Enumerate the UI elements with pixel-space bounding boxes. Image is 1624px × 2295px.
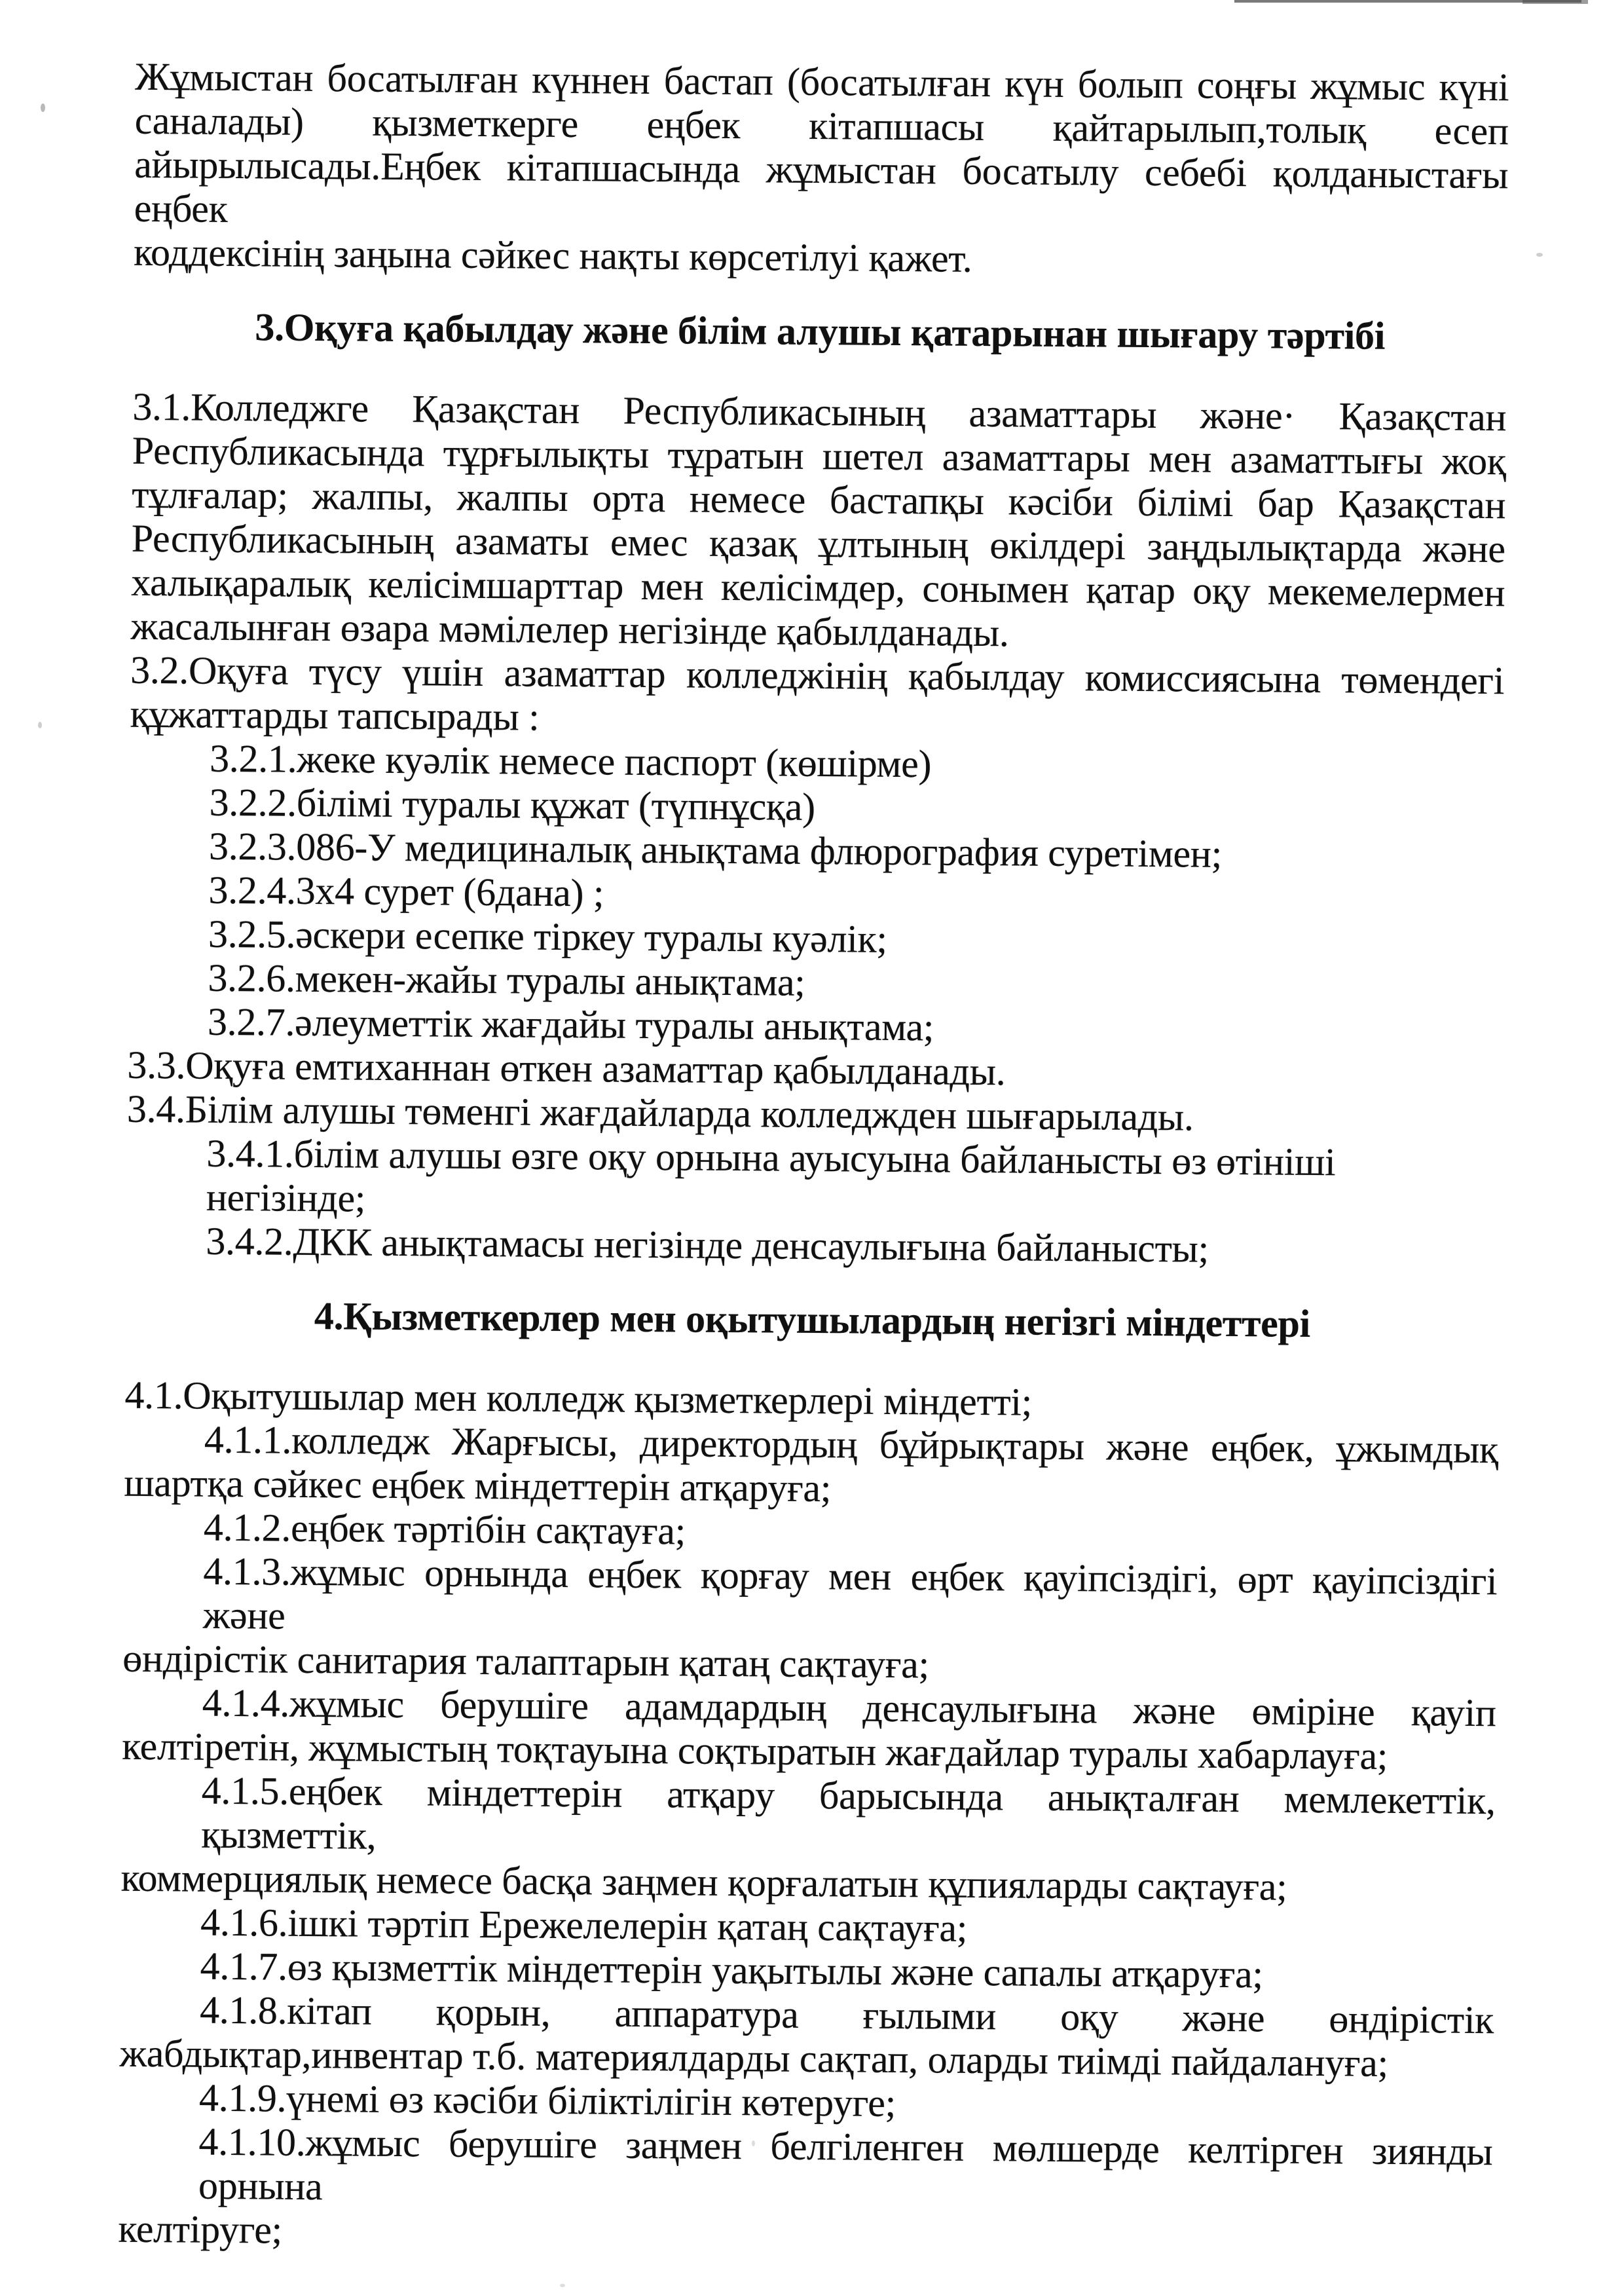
text-line: халықаралық келісімшарттар мен келісімдер, сонымен қатар оқу мекемелермен bbox=[130, 560, 1505, 615]
text-line: Республикасында тұрғылықты тұратын шетел азаматтары мен азаматтығы жоқ bbox=[132, 428, 1507, 483]
list-item-4-1-10 bbox=[118, 2119, 1493, 2262]
paragraph-3-2 bbox=[130, 648, 1504, 747]
text-line: 3.2.5.әскери есепке тіркеу туралы куәлік; bbox=[208, 912, 888, 961]
scan-speck bbox=[1536, 253, 1543, 257]
text-line: коммерциялық немесе басқа заңмен қорғалатын құпияларды сақтауға; bbox=[120, 1856, 1287, 1909]
text-line: 4.1.3.жұмыс орнында еңбек қорғау мен еңбек қауіпсіздігі, өрт қауіпсіздігі және bbox=[202, 1549, 1498, 1637]
text-line: 4.1.1.колледж Жарғысы, директордың бұйрықтары және еңбек, ұжымдық bbox=[204, 1417, 1499, 1472]
text-line: 4.1.10.жұмыс берушіге заңмен белгіленген мөлшерде келтірген зиянды орнына bbox=[198, 2119, 1493, 2209]
text-line: Республикасының азаматы емес қазақ ұлтының өкілдері заңдылықтарда және bbox=[131, 516, 1505, 571]
text-line: 3.2.2.білімі туралы құжат (түпнұсқа) bbox=[209, 780, 816, 829]
text-line: 3.3.Оқуға емтиханнан өткен азаматтар қабылданады. bbox=[127, 1043, 1006, 1094]
text-line: тұлғалар; жалпы, жалпы орта немесе бастапқы кәсіби білімі бар Қазақстан bbox=[132, 472, 1506, 527]
text-line: 3.2.1.жеке куәлік немесе паспорт (көшірме) bbox=[209, 736, 932, 786]
text-line: Жұмыстан босатылған күннен бастап (босатылған күн болып соңғы жұмыс күні bbox=[135, 54, 1509, 109]
list-item-4-1-1 bbox=[124, 1417, 1498, 1516]
text-line: 4.1.5.еңбек міндеттерін атқару барысында анықталған мемлекеттік, қызметтік, bbox=[200, 1768, 1496, 1857]
list-item-4-1-5 bbox=[120, 1768, 1496, 1911]
text-line: өндірістік санитария талаптарын қатаң сақтауға; bbox=[122, 1636, 930, 1687]
section-heading-3: 3.Оқуға қабылдау және білім алушы қатарынан шығару тәртібі bbox=[255, 305, 1386, 358]
text-line: 4.1.7.өз қызметтік міндеттерін уақытылы және сапалы атқаруға; bbox=[200, 1944, 1264, 1996]
list-item-4-1-3 bbox=[122, 1549, 1498, 1691]
text-line: 4.1.9.үнемі өз кәсіби біліктілігін көтеруге; bbox=[198, 2076, 896, 2125]
scan-speck bbox=[560, 2284, 565, 2287]
text-line: 3.4.1.білім алушы өзге оқу орнына ауысуына байланысты өз өтініші негізінде; bbox=[206, 1131, 1336, 1220]
text-line: 4.1.Оқытушылар мен колледж қызметкерлері міндетті; bbox=[124, 1373, 1033, 1424]
list-item-4-1-4 bbox=[122, 1681, 1496, 1779]
text-line: жасалынған өзара мәмілелер негізінде қабылданады. bbox=[130, 604, 1009, 655]
text-line: 3.2.3.086-У медициналық анықтама флюрография суретімен; bbox=[208, 824, 1223, 876]
text-line: жабдықтар,инвентар т.б. материялдарды сақтап, оларды тиімді пайдалануға; bbox=[119, 2031, 1389, 2085]
text-line: коддексінің заңына сәйкес нақты көрсетілуі қажет. bbox=[133, 230, 972, 280]
paragraph-termination bbox=[134, 55, 1509, 285]
page-content bbox=[118, 55, 1509, 2262]
text-line: келтіруге; bbox=[118, 2207, 283, 2252]
text-line: құжаттарды тапсырады : bbox=[130, 692, 540, 739]
text-line: айырылысады.Еңбек кітапшасында жұмыстан босатылу себебі қолданыстағы еңбек bbox=[134, 142, 1509, 231]
list-item-4-1-8 bbox=[119, 1988, 1494, 2086]
text-line: 3.1.Колледжге Қазақстан Республикасының азаматтары және· Қазақстан bbox=[132, 384, 1507, 439]
text-line: саналады) қызметкерге еңбек кітапшасы қайтарылып,толық есеп bbox=[134, 98, 1509, 153]
text-line: 4.1.8.кітап қорын, аппаратура ғылыми оқу және өндірістік bbox=[199, 1988, 1494, 2042]
scan-speck bbox=[41, 103, 45, 112]
scan-speck bbox=[38, 722, 42, 728]
text-line: шартқа сәйкес еңбек міндеттерін атқаруға; bbox=[124, 1461, 832, 1510]
text-line: 3.2.4.3х4 сурет (6дана) ; bbox=[208, 868, 604, 915]
text-line: 3.2.7.әлеуметтік жағдайы туралы анықтама; bbox=[207, 999, 934, 1049]
text-line: 4.1.6.ішкі тәртіп Ережелелерін қатаң сақтауға; bbox=[200, 1900, 968, 1950]
scan-edge-artifact bbox=[1522, 0, 1588, 4]
text-line: 3.4.Білім алушы төменгі жағдайларда колледжден шығарылады. bbox=[126, 1087, 1194, 1139]
text-line: 3.2.Оқуға түсу үшін азаматтар колледжінің қабылдау комиссиясына төмендегі bbox=[130, 648, 1505, 703]
section-heading-4: 4.Қызметкерлер мен оқытушылардың негізгі міндеттері bbox=[314, 1294, 1311, 1345]
text-line: 4.1.2.еңбек тәртібін сақтауға; bbox=[203, 1505, 686, 1553]
text-line: 3.4.2.ДКК анықтамасы негізінде денсаулығына байланысты; bbox=[206, 1219, 1209, 1271]
list-item-3-4-1 bbox=[126, 1131, 1501, 1229]
text-line: 4.1.4.жұмыс берушіге адамдардың денсаулығына және өміріне қауіп bbox=[202, 1681, 1497, 1735]
text-line: келтіретін, жұмыстың тоқтауына соқтыратын жағдайлар туралы хабарлауға; bbox=[122, 1724, 1388, 1778]
text-line: 3.2.6.мекен-жайы туралы анықтама; bbox=[208, 956, 805, 1004]
paragraph-3-1 bbox=[130, 385, 1506, 659]
